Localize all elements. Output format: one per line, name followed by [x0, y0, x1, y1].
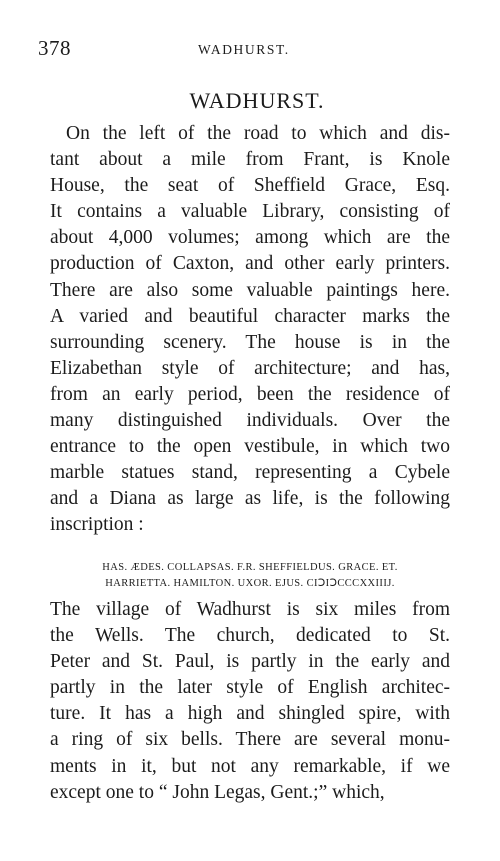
- text-line: House, the seat of Sheffield Grace, Esq.: [50, 175, 450, 197]
- text-line: inscription :: [50, 514, 144, 536]
- text-line: a ring of six bells. There are several monu-: [50, 729, 450, 751]
- paragraph-knole-house: [50, 121, 450, 539]
- running-header: [38, 36, 458, 64]
- text-line: The village of Wadhurst is six miles from: [50, 599, 450, 620]
- text-line: from an early period, been the residence of: [50, 383, 450, 405]
- text-line: marble statues stand, representing a Cybele: [50, 462, 450, 484]
- inscription-line: HARRIETTA. HAMILTON. UXOR. EJUS. CIↃIↃCCCXXIIIJ.: [105, 578, 395, 589]
- text-line: partly in the later style of English architec-: [50, 677, 450, 699]
- text-line: many distinguished individuals. Over the: [50, 410, 450, 432]
- paragraph-wadhurst-village: [50, 597, 450, 806]
- page-number: 378: [38, 36, 71, 60]
- text-line: and a Diana as large as life, is the following: [50, 488, 450, 510]
- text-line: production of Caxton, and other early printers.: [50, 253, 450, 275]
- text-line: Peter and St. Paul, is partly in the early and: [50, 651, 450, 673]
- chapter-title: WADHURST.: [189, 88, 325, 113]
- text-line: tant about a mile from Frant, is Knole: [50, 149, 450, 171]
- text-line: It contains a valuable Library, consisting of: [50, 201, 450, 223]
- inscription-line: HAS. ÆDES. COLLAPSAS. F.R. SHEFFIELDUS. GRACE. ET.: [102, 562, 398, 573]
- text-line: entrance to the open vestibule, in which two: [50, 436, 450, 458]
- text-line: the Wells. The church, dedicated to St.: [50, 625, 450, 647]
- text-line: Elizabethan style of architecture; and has,: [50, 357, 450, 379]
- text-line: On the left of the road to which and dis-: [66, 123, 450, 144]
- text-line: except one to “ John Legas, Gent.;” which,: [50, 781, 385, 803]
- text-line: surrounding scenery. The house is in the: [50, 331, 450, 353]
- text-line: ture. It has a high and shingled spire, with: [50, 703, 450, 725]
- text-line: A varied and beautiful character marks the: [50, 305, 450, 327]
- text-line: There are also some valuable paintings here.: [50, 279, 450, 301]
- text-line: about 4,000 volumes; among which are the: [50, 227, 450, 249]
- text-line: ments in it, but not any remarkable, if we: [50, 755, 450, 777]
- running-title: WADHURST.: [198, 42, 290, 57]
- inscription: [50, 560, 450, 592]
